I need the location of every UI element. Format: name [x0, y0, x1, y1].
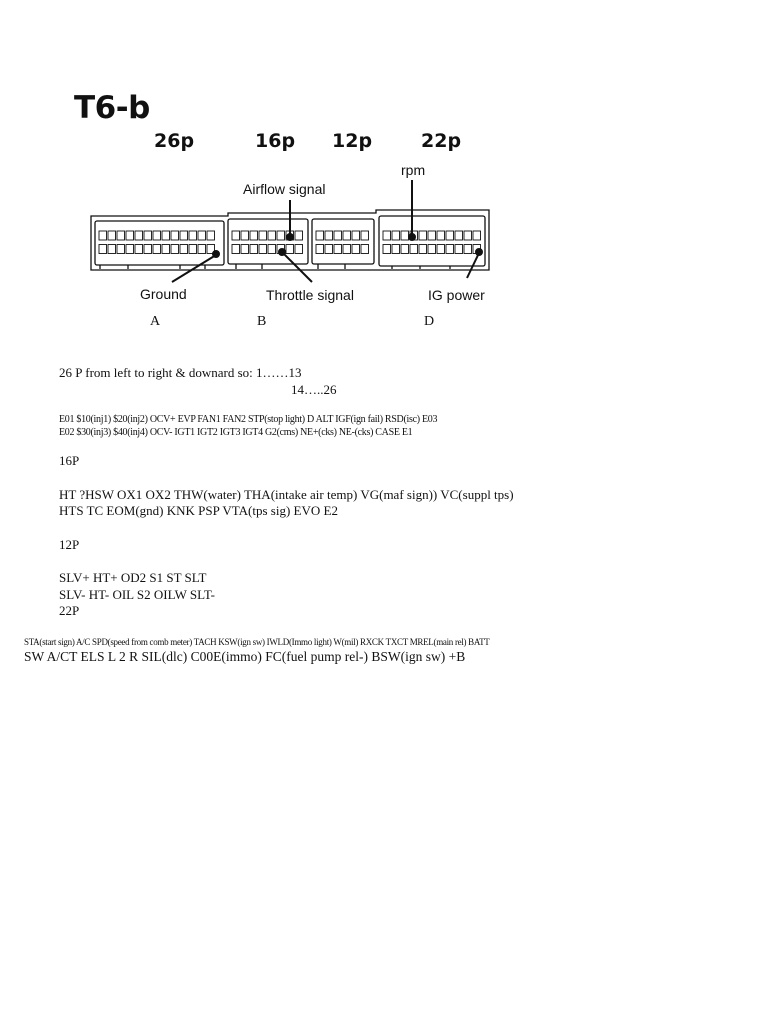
- ecu-connector-diagram: [0, 0, 768, 340]
- connector-pin: [99, 245, 107, 254]
- connector-pin: [334, 231, 342, 240]
- connector-pin: [135, 231, 143, 240]
- connector-pin: [241, 245, 249, 254]
- connector-pin: [392, 231, 400, 240]
- connector-pin: [180, 231, 188, 240]
- section-letter-b: B: [257, 314, 267, 329]
- connector-pin: [286, 245, 294, 254]
- throttle-signal-label: Throttle signal: [266, 287, 354, 303]
- connector-pin: [352, 231, 360, 240]
- connector-pin: [401, 245, 409, 254]
- p16-pin-row-1: HT ?HSW OX1 OX2 THW(water) THA(intake air temp) VG(maf sign)) VC(suppl tps): [59, 487, 514, 502]
- connector-pin: [198, 231, 206, 240]
- connector-label-22p: 22p: [421, 130, 462, 152]
- connector-pin: [464, 231, 472, 240]
- connector-pin: [437, 231, 445, 240]
- connector-pin: [198, 245, 206, 254]
- connector-pin: [126, 245, 134, 254]
- connector-pin: [268, 231, 276, 240]
- connector-pin: [295, 231, 303, 240]
- connector-pin: [99, 231, 107, 240]
- connector-pin: [410, 245, 418, 254]
- connector-pin: [153, 245, 161, 254]
- connector-pin: [180, 245, 188, 254]
- connector-pin: [437, 245, 445, 254]
- connector-pin: [117, 231, 125, 240]
- connector-pin: [446, 231, 454, 240]
- p16-heading: 16P: [59, 453, 80, 468]
- section-letter-a: A: [150, 314, 161, 329]
- p16-pin-row-2: HTS TC EOM(gnd) KNK PSP VTA(tps sig) EVO E2: [59, 503, 338, 518]
- connector-pin: [316, 231, 324, 240]
- connector-pin: [428, 231, 436, 240]
- connector-pin: [464, 245, 472, 254]
- connector-label-26p: 26p: [154, 130, 195, 152]
- connector-pin: [171, 245, 179, 254]
- p12-heading: 12P: [59, 537, 80, 552]
- connector-pin: [207, 231, 215, 240]
- p26-pin-row-2: E02 $30(inj3) $40(inj4) OCV- IGT1 IGT2 IGT3 IGT4 G2(cms) NE+(cks) NE-(cks) CASE E1: [59, 427, 413, 438]
- connector-pin: [108, 245, 116, 254]
- connector-pin: [473, 231, 481, 240]
- section-letter-d: D: [424, 314, 435, 329]
- connector-pin: [419, 245, 427, 254]
- connector-pin: [250, 231, 258, 240]
- connector-pin: [352, 245, 360, 254]
- connector-pin: [232, 231, 240, 240]
- rpm-label: rpm: [401, 162, 426, 178]
- connector-pin: [446, 245, 454, 254]
- airflow-signal-label: Airflow signal: [243, 181, 326, 197]
- connector-block-26p: [95, 221, 224, 265]
- connector-pin: [135, 245, 143, 254]
- connector-label-12p: 12p: [332, 130, 373, 152]
- connector-pin: [428, 245, 436, 254]
- connector-block-12p: [312, 219, 374, 264]
- connector-pin: [361, 231, 369, 240]
- p12-pin-row-1: SLV+ HT+ OD2 S1 ST SLT: [59, 570, 207, 585]
- p22-pin-row-2: SW A/CT ELS L 2 R SIL(dlc) C00E(immo) FC(fuel pump rel-) BSW(ign sw) +B: [24, 649, 466, 664]
- connector-pin: [392, 245, 400, 254]
- connector-pin: [419, 231, 427, 240]
- connector-pin: [144, 231, 152, 240]
- connector-pin: [259, 231, 267, 240]
- airflow-pin-dot: [287, 234, 293, 240]
- rpm-pin-dot: [409, 234, 415, 240]
- connector-pin: [162, 231, 170, 240]
- connector-pin: [250, 245, 258, 254]
- throttle-pin-dot: [279, 249, 285, 255]
- connector-pin: [316, 245, 324, 254]
- connector-pin: [268, 245, 276, 254]
- connector-pin: [277, 231, 285, 240]
- connector-pin: [259, 245, 267, 254]
- connector-block-16p: [228, 219, 308, 264]
- p26-intro-line-1: 26 P from left to right & downard so: 1……13: [59, 365, 302, 380]
- p26-intro-line-2: 14…..26: [291, 382, 337, 397]
- connector-pin: [343, 231, 351, 240]
- ig-power-label: IG power: [428, 287, 485, 303]
- connector-pin: [171, 231, 179, 240]
- connector-pin: [232, 245, 240, 254]
- connector-pin: [334, 245, 342, 254]
- ground-label: Ground: [140, 286, 187, 302]
- connector-pin: [295, 245, 303, 254]
- connector-pin: [361, 245, 369, 254]
- connector-pin: [126, 231, 134, 240]
- diagram-title: T6-b: [74, 90, 150, 126]
- p12-pin-row-2: SLV- HT- OIL S2 OILW SLT-: [59, 587, 215, 602]
- connector-pin: [108, 231, 116, 240]
- connector-pin: [343, 245, 351, 254]
- connector-pin: [189, 245, 197, 254]
- connector-pin: [144, 245, 152, 254]
- p22-heading: 22P: [59, 603, 80, 618]
- connector-pin: [189, 231, 197, 240]
- connector-pin: [162, 245, 170, 254]
- connector-pin: [117, 245, 125, 254]
- connector-pin: [401, 231, 409, 240]
- connector-pin: [325, 245, 333, 254]
- connector-pin: [455, 245, 463, 254]
- connector-pin: [455, 231, 463, 240]
- connector-block-22p: [379, 216, 485, 266]
- p26-pin-row-1: E01 $10(inj1) $20(inj2) OCV+ EVP FAN1 FAN2 STP(stop light) D ALT IGF(ign fail) RSD(isc) E03: [59, 414, 438, 425]
- p22-pin-row-1: STA(start sign) A/C SPD(speed from comb meter) TACH KSW(ign sw) IWLD(Immo light) W(mil) RXCK TXCT MREL(main rel) BATT: [24, 637, 490, 647]
- ground-pin-dot: [213, 251, 219, 257]
- connector-pin: [383, 245, 391, 254]
- ground-leader: [172, 255, 216, 282]
- connector-pin: [241, 231, 249, 240]
- connector-pin: [153, 231, 161, 240]
- connector-pin: [383, 231, 391, 240]
- ig-power-pin-dot: [476, 249, 482, 255]
- connector-label-16p: 16p: [255, 130, 296, 152]
- connector-pin: [325, 231, 333, 240]
